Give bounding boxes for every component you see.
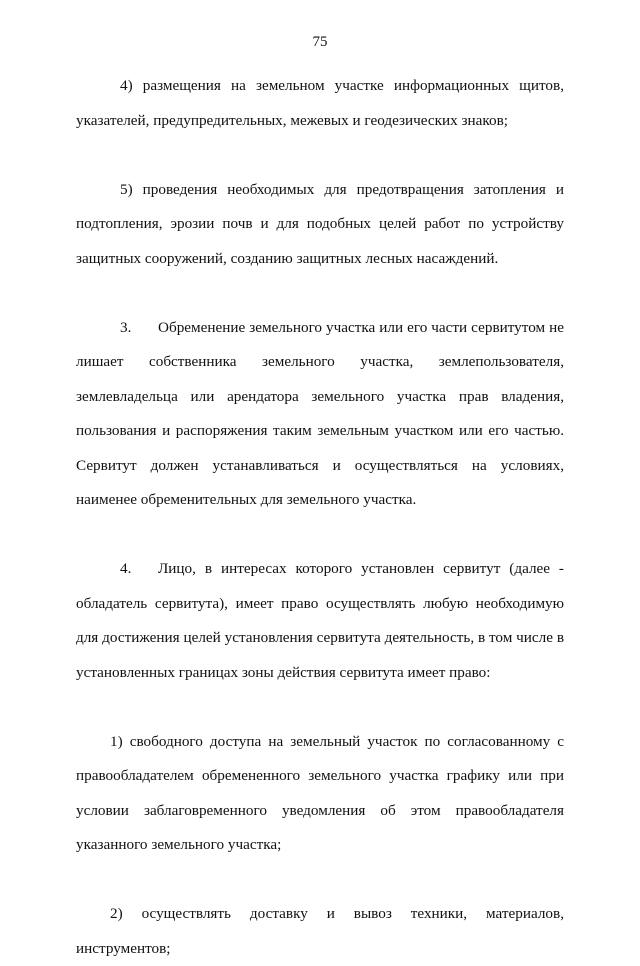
clause-text: Лицо, в интересах которого установлен сервитут (далее - обладатель сервитута), имеет право осуществлять любую необходимую для достижения целей установления сервитута деятельность, в том числе в установленных границах зоны действия сервитута имеет право: bbox=[76, 560, 564, 681]
clause-text: Обременение земельного участка или его части сервитутом не лишает собственника земельного участка, землепользователя, землевладельца или арендатора земельного участка прав владения, пользования и распоряжения таким земельным участком или его частью. Сервитут должен устанавливаться и осуществляться на условиях, наименее обременительных для земельного участка. bbox=[76, 318, 564, 508]
paragraph-gap bbox=[76, 863, 564, 898]
paragraph-item-4: 4) размещения на земельном участке информационных щитов, указателей, предупредительных, межевых и геодезических знаков; bbox=[76, 77, 564, 129]
paragraph-item-1: 1) свободного доступа на земельный участок по согласованному с правообладателем обремененного земельного участка графику или при условии заблаговременного уведомления об этом правообладателя указанного земельного участка; bbox=[76, 732, 564, 853]
paragraph-item-5: 5) проведения необходимых для предотвращения затопления и подтопления, эрозии почв и для подобных целей работ по устройству защитных сооружений, созданию защитных лесных насаждений. bbox=[76, 180, 564, 267]
paragraph-item-2: 2) осуществлять доставку и вывоз техники, материалов, инструментов; bbox=[76, 905, 564, 957]
clause-number: 3. bbox=[120, 318, 132, 336]
paragraph-gap bbox=[76, 138, 564, 173]
paragraph-clause-3 bbox=[76, 311, 564, 518]
paragraph-gap bbox=[76, 690, 564, 725]
paragraph-gap bbox=[76, 276, 564, 311]
paragraph-clause-4 bbox=[76, 552, 564, 690]
clause-number: 4. bbox=[120, 560, 132, 577]
document-body bbox=[76, 69, 564, 966]
paragraph-gap bbox=[76, 518, 564, 553]
page-number: 75 bbox=[312, 34, 328, 50]
